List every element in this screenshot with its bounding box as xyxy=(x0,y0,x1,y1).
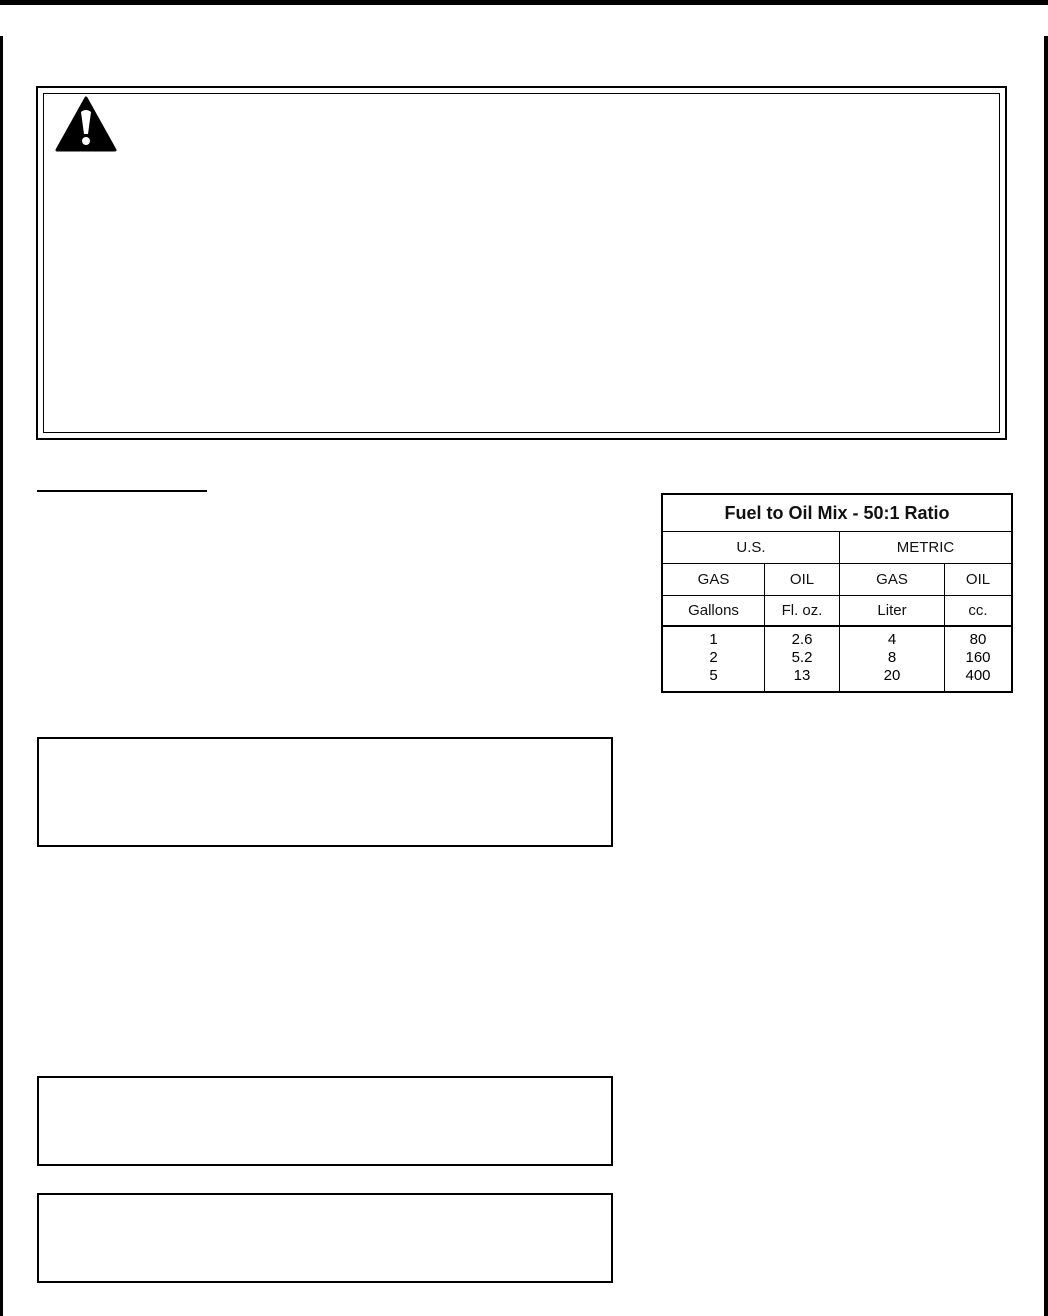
table-cell: 2.6 xyxy=(791,631,813,648)
table-col-unit: cc. xyxy=(968,602,988,619)
table-col-type: GAS xyxy=(697,571,730,588)
table-col-type: GAS xyxy=(876,571,908,588)
table-col-unit: Fl. oz. xyxy=(781,602,823,619)
table-col-type: OIL xyxy=(789,571,815,588)
notice-box xyxy=(37,1076,613,1166)
table-cell: 80 xyxy=(969,631,987,648)
table-cell: 13 xyxy=(793,667,811,684)
warning-triangle-icon xyxy=(55,96,117,152)
table-cell: 1 xyxy=(709,631,718,648)
table-col-type: OIL xyxy=(965,571,991,588)
table-group-us: U.S. xyxy=(736,539,766,556)
fuel-oil-mix-table xyxy=(661,493,1013,693)
table-group-metric: METRIC xyxy=(896,539,955,556)
left-margin-rule xyxy=(0,36,3,1316)
top-rule xyxy=(0,0,1048,5)
table-title: Fuel to Oil Mix - 50:1 Ratio xyxy=(724,502,950,523)
table-col-unit: Gallons xyxy=(688,602,739,619)
table-cell: 5.2 xyxy=(791,649,813,666)
table-col-unit: Liter xyxy=(877,602,907,619)
table-values-floz xyxy=(765,631,839,685)
table-cell: 5 xyxy=(709,667,718,684)
table-rule xyxy=(663,625,1011,627)
table-cell: 400 xyxy=(965,667,991,684)
right-margin-rule xyxy=(1044,36,1048,1316)
table-values-gallons xyxy=(663,631,764,685)
table-cell: 4 xyxy=(887,631,897,648)
notice-box xyxy=(37,1193,613,1283)
table-values-cc xyxy=(945,631,1011,685)
section-heading-underline xyxy=(37,490,207,492)
table-cell: 8 xyxy=(887,649,897,666)
warning-box-inner-border xyxy=(43,93,1000,433)
table-values-liter xyxy=(840,631,944,685)
table-cell: 160 xyxy=(965,649,991,666)
table-cell: 20 xyxy=(883,667,901,684)
table-cell: 2 xyxy=(709,649,718,666)
notice-box xyxy=(37,737,613,847)
